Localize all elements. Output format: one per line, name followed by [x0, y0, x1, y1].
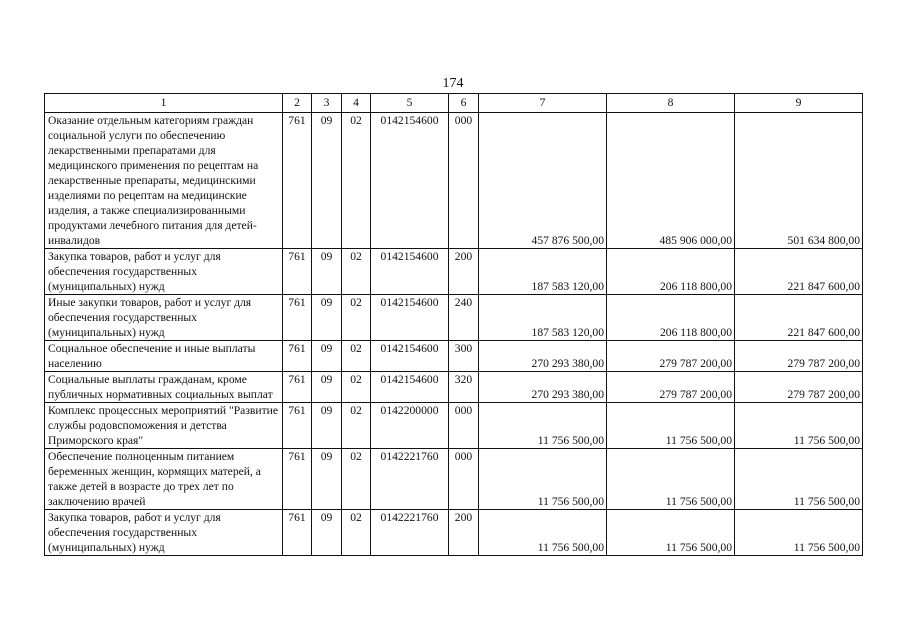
table-row: [45, 372, 863, 403]
cell-amount-col9: 221 847 600,00: [735, 249, 863, 295]
cell-amount-col7: 11 756 500,00: [479, 449, 607, 510]
cell-expense-type: 300: [449, 341, 479, 372]
cell-ministry: 761: [283, 295, 312, 341]
cell-ministry: 761: [283, 249, 312, 295]
cell-subsection: 02: [342, 249, 371, 295]
cell-amount-col9: 221 847 600,00: [735, 295, 863, 341]
cell-ministry: 761: [283, 341, 312, 372]
cell-ministry: 761: [283, 403, 312, 449]
column-header: 4: [342, 94, 371, 113]
cell-amount-col9: 11 756 500,00: [735, 449, 863, 510]
cell-section: 09: [312, 449, 342, 510]
column-header: 9: [735, 94, 863, 113]
row-name: Оказание отдельным категориям граждан социальной услуги по обеспечению лекарственными препаратами для медицинского применения по рецептам на лекарственные препараты, медицинскими изделиями по рецептам на медицинские изделия, а также специализированными продуктами лечебного питания для детей-инвалидов: [45, 113, 283, 249]
cell-amount-col8: 279 787 200,00: [607, 372, 735, 403]
column-header: 8: [607, 94, 735, 113]
cell-subsection: 02: [342, 113, 371, 249]
cell-amount-col9: 279 787 200,00: [735, 341, 863, 372]
cell-amount-col7: 270 293 380,00: [479, 372, 607, 403]
cell-ministry: 761: [283, 113, 312, 249]
cell-expense-type: 000: [449, 113, 479, 249]
cell-amount-col8: 485 906 000,00: [607, 113, 735, 249]
table-row: [45, 341, 863, 372]
cell-amount-col8: 206 118 800,00: [607, 295, 735, 341]
cell-ministry: 761: [283, 449, 312, 510]
cell-expense-type: 200: [449, 249, 479, 295]
table-row: [45, 510, 863, 556]
column-header: 5: [371, 94, 449, 113]
cell-subsection: 02: [342, 403, 371, 449]
cell-amount-col9: 501 634 800,00: [735, 113, 863, 249]
cell-subsection: 02: [342, 449, 371, 510]
cell-amount-col7: 11 756 500,00: [479, 510, 607, 556]
budget-table: [44, 93, 863, 556]
cell-subsection: 02: [342, 510, 371, 556]
table-row: [45, 403, 863, 449]
cell-amount-col7: 187 583 120,00: [479, 249, 607, 295]
cell-subsection: 02: [342, 341, 371, 372]
cell-ministry: 761: [283, 372, 312, 403]
table-row: [45, 449, 863, 510]
cell-amount-col8: 11 756 500,00: [607, 403, 735, 449]
table-row: [45, 249, 863, 295]
cell-amount-col9: 11 756 500,00: [735, 403, 863, 449]
cell-amount-col7: 187 583 120,00: [479, 295, 607, 341]
cell-target-code: 0142221760: [371, 510, 449, 556]
page-number: 174: [442, 76, 464, 91]
cell-amount-col9: 279 787 200,00: [735, 372, 863, 403]
cell-amount-col8: 279 787 200,00: [607, 341, 735, 372]
cell-target-code: 0142221760: [371, 449, 449, 510]
row-name: Социальные выплаты гражданам, кроме публичных нормативных социальных выплат: [45, 372, 283, 403]
row-name: Иные закупки товаров, работ и услуг для обеспечения государственных (муниципальных) нужд: [45, 295, 283, 341]
table-row: [45, 295, 863, 341]
header-row: [45, 94, 863, 113]
cell-section: 09: [312, 295, 342, 341]
cell-section: 09: [312, 249, 342, 295]
column-header: 7: [479, 94, 607, 113]
row-name: Закупка товаров, работ и услуг для обеспечения государственных (муниципальных) нужд: [45, 510, 283, 556]
cell-amount-col9: 11 756 500,00: [735, 510, 863, 556]
cell-amount-col8: 11 756 500,00: [607, 510, 735, 556]
row-name: Социальное обеспечение и иные выплаты населению: [45, 341, 283, 372]
cell-target-code: 0142200000: [371, 403, 449, 449]
cell-target-code: 0142154600: [371, 341, 449, 372]
column-header: 6: [449, 94, 479, 113]
cell-subsection: 02: [342, 295, 371, 341]
cell-target-code: 0142154600: [371, 295, 449, 341]
row-name: Комплекс процессных мероприятий "Развитие службы родовспоможения и детства Приморского края": [45, 403, 283, 449]
cell-target-code: 0142154600: [371, 249, 449, 295]
cell-target-code: 0142154600: [371, 113, 449, 249]
cell-amount-col8: 206 118 800,00: [607, 249, 735, 295]
column-header: 1: [45, 94, 283, 113]
cell-section: 09: [312, 341, 342, 372]
cell-expense-type: 320: [449, 372, 479, 403]
cell-expense-type: 000: [449, 403, 479, 449]
cell-subsection: 02: [342, 372, 371, 403]
column-header: 2: [283, 94, 312, 113]
cell-amount-col7: 11 756 500,00: [479, 403, 607, 449]
cell-target-code: 0142154600: [371, 372, 449, 403]
cell-expense-type: 240: [449, 295, 479, 341]
cell-section: 09: [312, 403, 342, 449]
column-header: 3: [312, 94, 342, 113]
cell-expense-type: 000: [449, 449, 479, 510]
table-row: [45, 113, 863, 249]
cell-amount-col8: 11 756 500,00: [607, 449, 735, 510]
row-name: Закупка товаров, работ и услуг для обеспечения государственных (муниципальных) нужд: [45, 249, 283, 295]
cell-section: 09: [312, 372, 342, 403]
cell-amount-col7: 270 293 380,00: [479, 341, 607, 372]
cell-section: 09: [312, 510, 342, 556]
row-name: Обеспечение полноценным питанием беременных женщин, кормящих матерей, а также детей в возрасте до трех лет по заключению врачей: [45, 449, 283, 510]
cell-ministry: 761: [283, 510, 312, 556]
cell-amount-col7: 457 876 500,00: [479, 113, 607, 249]
cell-section: 09: [312, 113, 342, 249]
cell-expense-type: 200: [449, 510, 479, 556]
